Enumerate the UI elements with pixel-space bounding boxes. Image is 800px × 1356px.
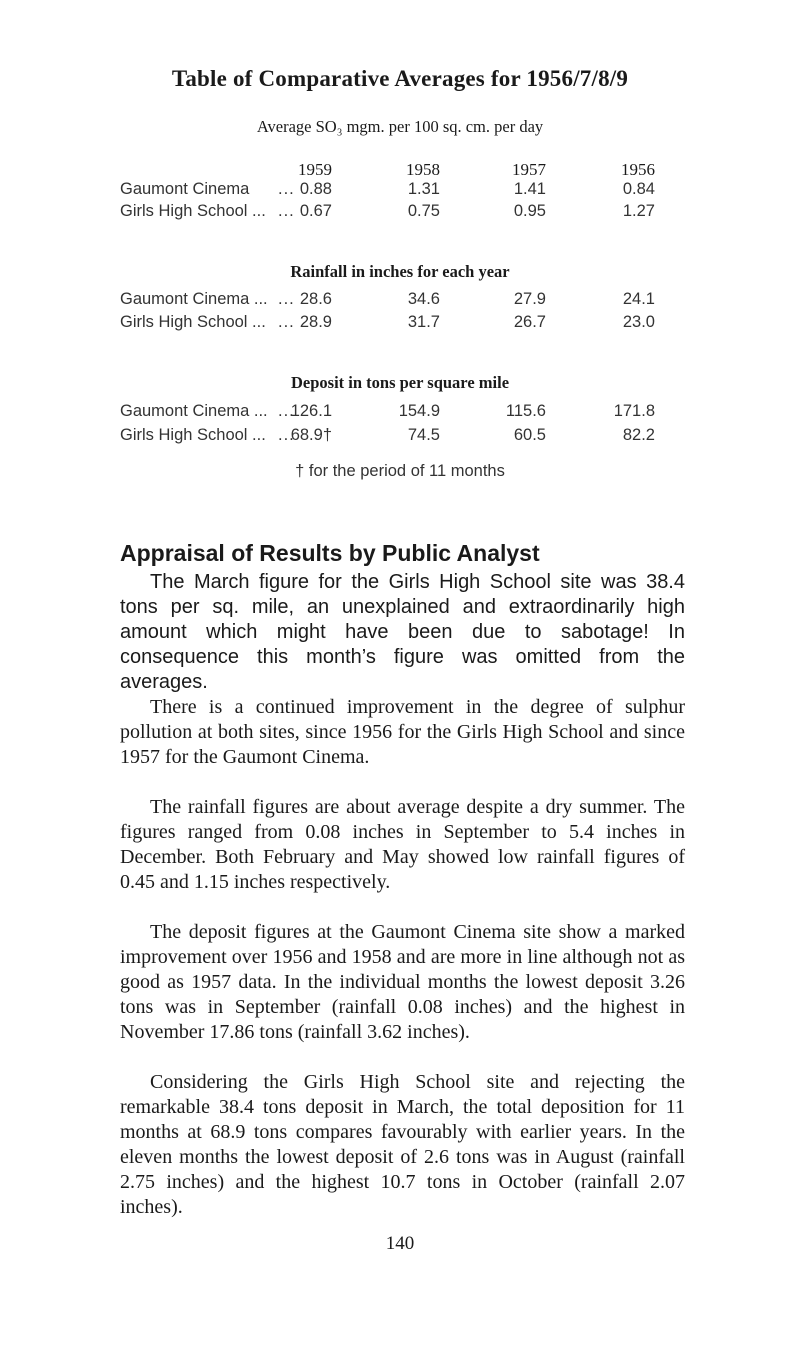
- so2-table-caption: Average SO₃ mgm. per 100 sq. cm. per day: [256, 117, 544, 136]
- table-cell: 26.7: [513, 313, 546, 331]
- table-cell: 74.5: [407, 426, 440, 444]
- table-cell: 171.8: [613, 402, 655, 420]
- leader-dots: ...: [278, 426, 295, 444]
- so2-row-girls-high-school: [0, 202, 800, 228]
- paragraph-1: The March figure for the Girls High School site was 38.4 tons per sq. mile, an unexplained and extraordinarily high amount which might have been due to sabotage! In consequence this month’s figure was omitted from the averages.: [120, 571, 685, 693]
- table-cell: 154.9: [398, 402, 440, 420]
- year-header-1957: 1957: [512, 160, 546, 179]
- table-cell: 1.31: [407, 180, 440, 198]
- paragraph-5: Considering the Girls High School site and rejecting the remarkable 38.4 tons deposit in March, the total deposition for 11 months at 68.9 tons compares favourably with earlier years. In the eleven months the lowest deposit of 2.6 tons was in August (rainfall 2.75 inches) and the highest 10.7 tons in October (rainfall 2.07 inches).: [120, 1071, 685, 1218]
- leader-dots: ...: [278, 202, 295, 220]
- page-title: Table of Comparative Averages for 1956/7/8/9: [171, 66, 629, 91]
- section-heading: Appraisal of Results by Public Analyst: [120, 540, 540, 566]
- table-cell: 60.5: [513, 426, 546, 444]
- rainfall-table-caption: Rainfall in inches for each year: [290, 262, 510, 281]
- leader-dots: ...: [278, 313, 295, 331]
- row-label: Gaumont Cinema ...: [120, 402, 268, 420]
- table-cell: 34.6: [407, 290, 440, 308]
- table-cell: 1.27: [622, 202, 655, 220]
- leader-dots: ...: [278, 290, 295, 308]
- row-label: Girls High School ...: [120, 426, 266, 444]
- deposit-row-gaumont: [0, 402, 800, 428]
- table-cell: 0.95: [513, 202, 546, 220]
- table-cell: 0.67: [299, 202, 332, 220]
- table-cell: 23.0: [622, 313, 655, 331]
- table-cell: 28.6: [299, 290, 332, 308]
- page-number: 140: [385, 1233, 415, 1254]
- table-cell: 115.6: [505, 402, 546, 420]
- table-cell: 27.9: [513, 290, 546, 308]
- table-cell: 1.41: [513, 180, 546, 198]
- table-cell: 0.88: [299, 180, 332, 198]
- table-cell: 126.1: [290, 402, 332, 420]
- rainfall-row-girls-high-school: [0, 313, 800, 339]
- year-header-1959: 1959: [298, 160, 332, 179]
- deposit-table-caption: Deposit in tons per square mile: [290, 373, 510, 392]
- deposit-row-girls-high-school: [0, 426, 800, 452]
- table-cell: 0.75: [407, 202, 440, 220]
- table-cell: 28.9: [299, 313, 332, 331]
- year-header-1958: 1958: [406, 160, 440, 179]
- table-cell: 0.84: [622, 180, 655, 198]
- row-label: Girls High School ...: [120, 202, 266, 220]
- footnote: † for the period of 11 months: [295, 462, 505, 480]
- paragraph-3: The rainfall figures are about average despite a dry summer. The figures ranged from 0.08 inches in September to 5.4 inches in December. Both February and May showed low rainfall figures of 0.45 and 1.15 inches respectively.: [120, 796, 685, 893]
- leader-dots: ...: [278, 180, 295, 198]
- row-label: Gaumont Cinema: [120, 180, 250, 198]
- table-cell: 82.2: [622, 426, 655, 444]
- table-cell: 31.7: [407, 313, 440, 331]
- row-label: Gaumont Cinema ...: [120, 290, 268, 308]
- paragraph-4: The deposit figures at the Gaumont Cinema site show a marked improvement over 1956 and 1958 and are more in line although not as good as 1957 data. In the individual months the lowest deposit 3.26 tons was in September (rainfall 0.08 inches) and the highest in November 17.86 tons (rainfall 3.62 inches).: [120, 921, 685, 1043]
- paragraph-2: There is a continued improvement in the degree of sulphur pollution at both sites, since 1956 for the Girls High School and since 1957 for the Gaumont Cinema.: [120, 696, 685, 768]
- table-cell: 68.9†: [290, 426, 332, 444]
- year-header-1956: 1956: [621, 160, 655, 179]
- row-label: Girls High School ...: [120, 313, 266, 331]
- leader-dots: ...: [278, 402, 295, 420]
- table-cell: 24.1: [622, 290, 655, 308]
